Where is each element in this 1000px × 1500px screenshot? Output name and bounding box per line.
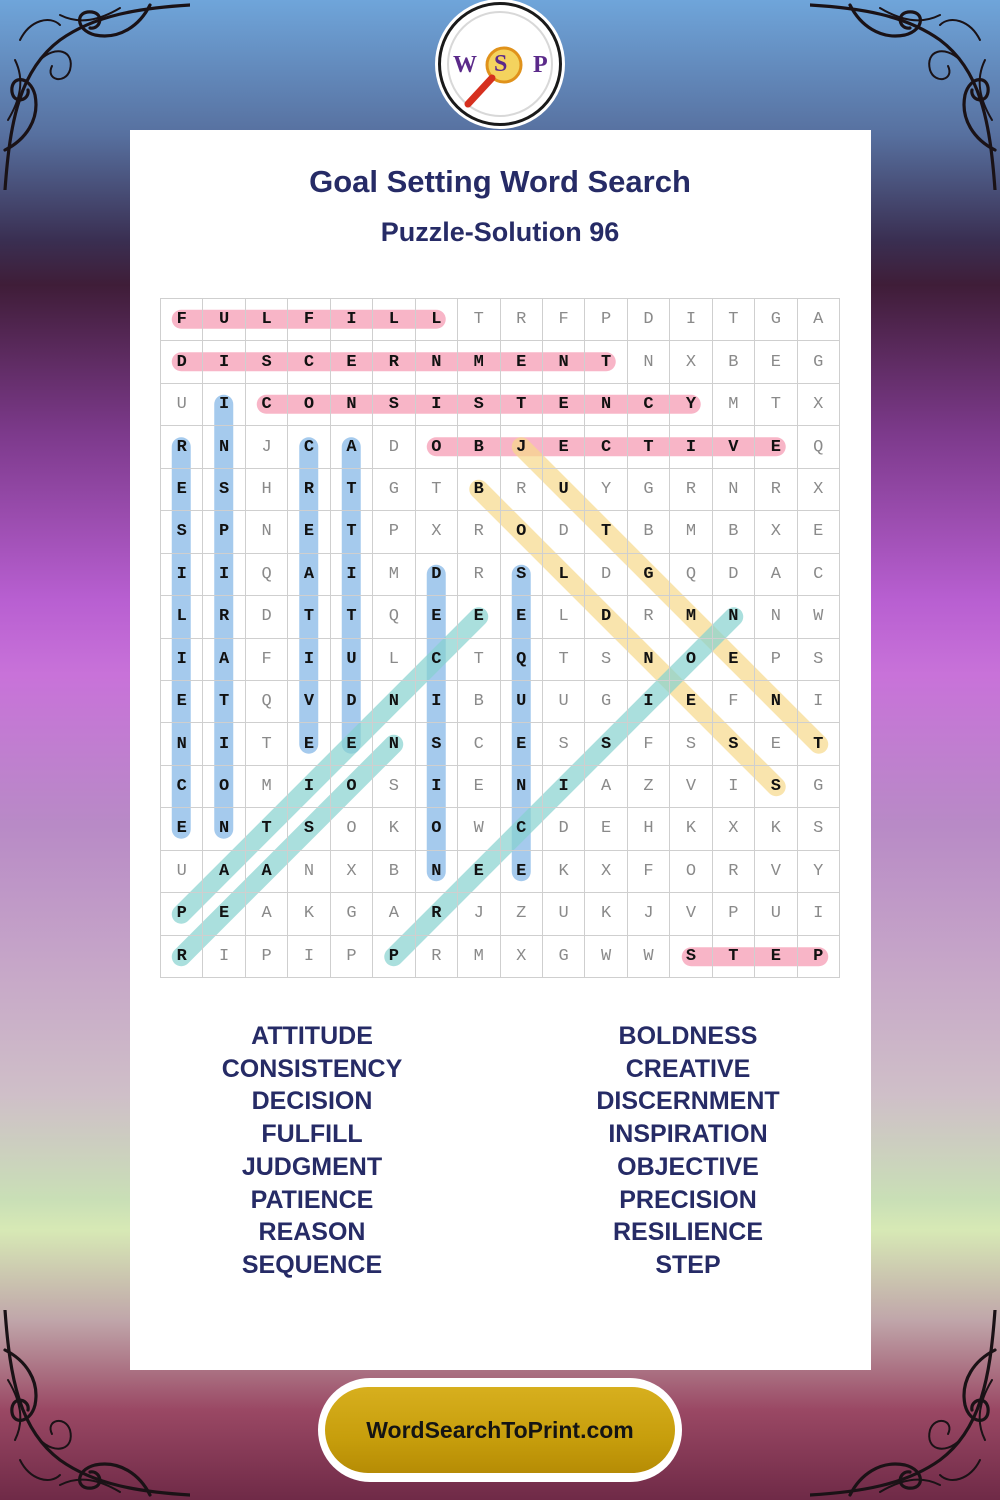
logo-letter-w: W bbox=[453, 52, 477, 78]
grid-cell[interactable]: C bbox=[501, 808, 543, 850]
grid-cell[interactable]: R bbox=[288, 469, 330, 511]
grid-cell[interactable]: I bbox=[331, 299, 373, 341]
grid-cell[interactable]: I bbox=[331, 554, 373, 596]
grid-cell[interactable]: R bbox=[501, 299, 543, 341]
grid-cell[interactable]: E bbox=[585, 808, 627, 850]
grid-cell[interactable]: P bbox=[203, 511, 245, 553]
grid-cell[interactable]: P bbox=[331, 936, 373, 978]
grid-cell[interactable]: S bbox=[161, 511, 203, 553]
grid-cell[interactable]: S bbox=[373, 766, 415, 808]
grid-cell[interactable]: R bbox=[713, 851, 755, 893]
grid-cell[interactable]: Z bbox=[501, 893, 543, 935]
grid-cell[interactable]: G bbox=[798, 766, 840, 808]
grid-cell[interactable]: I bbox=[203, 554, 245, 596]
page-subtitle: Puzzle-Solution 96 bbox=[380, 217, 620, 247]
word-item: CREATIVE bbox=[625, 1054, 751, 1083]
grid-cell[interactable]: E bbox=[543, 384, 585, 426]
grid-cell[interactable]: R bbox=[458, 554, 500, 596]
grid-cell[interactable]: N bbox=[713, 596, 755, 638]
grid-cell[interactable]: V bbox=[755, 851, 797, 893]
grid-cell[interactable]: T bbox=[713, 299, 755, 341]
grid-cell[interactable]: P bbox=[373, 511, 415, 553]
wsp-logo bbox=[438, 2, 562, 126]
grid-cell[interactable]: I bbox=[543, 766, 585, 808]
grid-cell[interactable]: T bbox=[628, 426, 670, 468]
grid-cell[interactable]: S bbox=[755, 766, 797, 808]
word-item: SEQUENCE bbox=[241, 1250, 383, 1279]
word-item: DISCERNMENT bbox=[596, 1087, 780, 1116]
grid-cell[interactable]: P bbox=[246, 936, 288, 978]
word-item: PATIENCE bbox=[250, 1185, 374, 1214]
grid-cell[interactable]: N bbox=[628, 639, 670, 681]
grid-cell[interactable]: H bbox=[628, 808, 670, 850]
grid-cell[interactable]: N bbox=[543, 341, 585, 383]
grid-cell[interactable]: I bbox=[416, 384, 458, 426]
grid-cell[interactable]: A bbox=[798, 299, 840, 341]
grid-cell[interactable]: N bbox=[755, 681, 797, 723]
grid-cell[interactable]: X bbox=[798, 384, 840, 426]
grid-cell[interactable]: I bbox=[161, 639, 203, 681]
grid-cell[interactable]: J bbox=[628, 893, 670, 935]
grid-cell[interactable]: I bbox=[203, 723, 245, 765]
grid-cell[interactable]: G bbox=[543, 936, 585, 978]
grid-cell[interactable]: J bbox=[458, 893, 500, 935]
grid-cell[interactable]: I bbox=[203, 384, 245, 426]
grid-cell[interactable]: R bbox=[373, 341, 415, 383]
grid-cell[interactable]: N bbox=[713, 469, 755, 511]
logo-letter-p: P bbox=[533, 52, 548, 78]
grid-cell[interactable]: I bbox=[713, 766, 755, 808]
grid-cell[interactable]: E bbox=[755, 723, 797, 765]
grid-cell[interactable]: T bbox=[288, 596, 330, 638]
grid-cell[interactable]: M bbox=[670, 596, 712, 638]
grid-cell[interactable]: B bbox=[713, 341, 755, 383]
grid-cell[interactable]: R bbox=[416, 893, 458, 935]
grid-cell[interactable]: P bbox=[373, 936, 415, 978]
grid-cell[interactable]: I bbox=[670, 299, 712, 341]
grid-cell[interactable]: Q bbox=[373, 596, 415, 638]
grid-cell[interactable]: G bbox=[755, 299, 797, 341]
grid-cell[interactable]: R bbox=[670, 469, 712, 511]
grid-cell[interactable]: W bbox=[458, 808, 500, 850]
grid-cell[interactable]: N bbox=[161, 723, 203, 765]
grid-cell[interactable]: E bbox=[755, 936, 797, 978]
grid-cell[interactable]: Q bbox=[670, 554, 712, 596]
grid-cell[interactable]: I bbox=[288, 766, 330, 808]
grid-cell[interactable]: S bbox=[246, 341, 288, 383]
grid-cell[interactable]: N bbox=[246, 511, 288, 553]
grid-cell[interactable]: E bbox=[331, 723, 373, 765]
grid-cell[interactable]: T bbox=[458, 299, 500, 341]
grid-cell[interactable]: X bbox=[331, 851, 373, 893]
grid-cell[interactable]: K bbox=[288, 893, 330, 935]
site-link-label[interactable]: WordSearchToPrint.com bbox=[325, 1387, 675, 1473]
grid-cell[interactable]: Q bbox=[501, 639, 543, 681]
grid-cell[interactable]: T bbox=[203, 681, 245, 723]
grid-cell[interactable]: E bbox=[543, 426, 585, 468]
grid-cell[interactable]: C bbox=[628, 384, 670, 426]
word-item: REASON bbox=[258, 1218, 366, 1247]
grid-cell[interactable]: T bbox=[246, 808, 288, 850]
grid-cell[interactable]: I bbox=[161, 554, 203, 596]
grid-cell[interactable]: I bbox=[416, 681, 458, 723]
grid-cell[interactable]: C bbox=[288, 341, 330, 383]
logo-letter-s: S bbox=[494, 51, 508, 77]
word-item: PRECISION bbox=[619, 1185, 757, 1214]
grid-cell[interactable]: D bbox=[331, 681, 373, 723]
grid-cell[interactable]: Y bbox=[670, 384, 712, 426]
grid-cell[interactable]: N bbox=[755, 596, 797, 638]
grid-cell[interactable]: N bbox=[501, 766, 543, 808]
grid-cell[interactable]: V bbox=[670, 766, 712, 808]
grid-cell[interactable]: E bbox=[458, 766, 500, 808]
grid-cell[interactable]: T bbox=[501, 384, 543, 426]
word-item: FULFILL bbox=[261, 1120, 363, 1149]
grid-cell[interactable]: W bbox=[585, 936, 627, 978]
grid-cell[interactable]: X bbox=[670, 341, 712, 383]
grid-cell[interactable]: U bbox=[543, 893, 585, 935]
grid-cell[interactable]: L bbox=[246, 299, 288, 341]
grid-cell[interactable]: F bbox=[246, 639, 288, 681]
grid-cell[interactable]: E bbox=[161, 808, 203, 850]
grid-cell[interactable]: V bbox=[670, 893, 712, 935]
grid-cell[interactable]: Q bbox=[246, 554, 288, 596]
grid-cell[interactable]: E bbox=[755, 341, 797, 383]
grid-cell[interactable]: E bbox=[161, 681, 203, 723]
grid-cell[interactable]: I bbox=[628, 681, 670, 723]
grid-cell[interactable]: E bbox=[501, 596, 543, 638]
grid-cell[interactable]: P bbox=[755, 639, 797, 681]
grid-cell[interactable]: A bbox=[288, 554, 330, 596]
grid-cell[interactable]: P bbox=[585, 299, 627, 341]
grid-cell[interactable]: D bbox=[713, 554, 755, 596]
grid-cell[interactable]: P bbox=[161, 893, 203, 935]
grid-cell[interactable]: D bbox=[246, 596, 288, 638]
word-item: DECISION bbox=[251, 1087, 373, 1116]
grid-cell[interactable]: G bbox=[373, 469, 415, 511]
grid-cell[interactable]: F bbox=[161, 299, 203, 341]
grid-cell[interactable]: S bbox=[501, 554, 543, 596]
grid-cell[interactable]: N bbox=[203, 426, 245, 468]
grid-cell[interactable]: E bbox=[458, 851, 500, 893]
grid-cell[interactable]: Q bbox=[798, 426, 840, 468]
grid-cell[interactable]: E bbox=[755, 426, 797, 468]
grid-cell[interactable]: R bbox=[161, 426, 203, 468]
grid-cell[interactable]: R bbox=[161, 936, 203, 978]
grid-cell[interactable]: T bbox=[713, 936, 755, 978]
grid-cell[interactable]: R bbox=[501, 469, 543, 511]
grid-cell[interactable]: A bbox=[755, 554, 797, 596]
grid-cell[interactable]: F bbox=[628, 723, 670, 765]
grid-cell[interactable]: B bbox=[458, 681, 500, 723]
grid-cell[interactable]: D bbox=[628, 299, 670, 341]
grid-cell[interactable]: D bbox=[543, 511, 585, 553]
grid-cell[interactable]: I bbox=[798, 681, 840, 723]
grid-cell[interactable]: N bbox=[628, 341, 670, 383]
page-title: Goal Setting Word Search bbox=[309, 164, 691, 199]
grid-cell[interactable]: O bbox=[288, 384, 330, 426]
grid-cell[interactable]: O bbox=[416, 426, 458, 468]
grid-cell[interactable]: T bbox=[458, 639, 500, 681]
grid-cell[interactable]: B bbox=[373, 851, 415, 893]
grid-cell[interactable]: U bbox=[203, 299, 245, 341]
grid-cell[interactable]: Q bbox=[246, 681, 288, 723]
grid-cell[interactable]: N bbox=[331, 384, 373, 426]
grid-cell[interactable]: D bbox=[416, 554, 458, 596]
grid-cell[interactable]: B bbox=[458, 426, 500, 468]
grid-cell[interactable]: E bbox=[288, 511, 330, 553]
grid-cell[interactable]: O bbox=[203, 766, 245, 808]
grid-cell[interactable]: X bbox=[501, 936, 543, 978]
grid-cell[interactable]: L bbox=[416, 299, 458, 341]
grid-cell[interactable]: T bbox=[331, 469, 373, 511]
grid-cell[interactable]: E bbox=[501, 851, 543, 893]
grid-cell[interactable]: A bbox=[203, 851, 245, 893]
grid-cell[interactable]: E bbox=[288, 723, 330, 765]
grid-cell[interactable]: N bbox=[373, 723, 415, 765]
grid-cell[interactable]: S bbox=[373, 384, 415, 426]
grid-cell[interactable]: N bbox=[373, 681, 415, 723]
grid-cell[interactable]: S bbox=[670, 723, 712, 765]
grid-cell[interactable]: O bbox=[670, 639, 712, 681]
grid-cell[interactable]: C bbox=[288, 426, 330, 468]
grid-cell[interactable]: O bbox=[416, 808, 458, 850]
grid-cell[interactable]: R bbox=[628, 596, 670, 638]
grid-cell[interactable]: I bbox=[288, 639, 330, 681]
grid-cell[interactable]: A bbox=[203, 639, 245, 681]
grid-cell[interactable]: A bbox=[373, 893, 415, 935]
grid-cell[interactable]: F bbox=[288, 299, 330, 341]
grid-cell[interactable]: A bbox=[331, 426, 373, 468]
grid-cell[interactable]: E bbox=[798, 511, 840, 553]
grid-cell[interactable]: T bbox=[416, 469, 458, 511]
grid-cell[interactable]: U bbox=[501, 681, 543, 723]
grid-cell[interactable]: P bbox=[713, 893, 755, 935]
grid-cell[interactable]: H bbox=[246, 469, 288, 511]
word-item: STEP bbox=[655, 1250, 721, 1279]
grid-cell[interactable]: N bbox=[416, 851, 458, 893]
grid-cell[interactable]: T bbox=[755, 384, 797, 426]
grid-cell[interactable]: F bbox=[628, 851, 670, 893]
grid-cell[interactable]: B bbox=[713, 511, 755, 553]
word-item: INSPIRATION bbox=[608, 1120, 768, 1149]
grid-cell[interactable]: A bbox=[246, 893, 288, 935]
grid-cell[interactable]: S bbox=[203, 469, 245, 511]
grid-cell[interactable]: G bbox=[331, 893, 373, 935]
grid-cell[interactable]: L bbox=[373, 299, 415, 341]
grid-cell[interactable]: C bbox=[798, 554, 840, 596]
grid-cell[interactable]: I bbox=[288, 936, 330, 978]
grid-cell[interactable]: T bbox=[585, 511, 627, 553]
grid-cell[interactable]: L bbox=[543, 596, 585, 638]
grid-cell[interactable]: N bbox=[585, 384, 627, 426]
grid-cell[interactable]: U bbox=[543, 469, 585, 511]
grid-cell[interactable]: I bbox=[798, 893, 840, 935]
grid-cell[interactable]: A bbox=[585, 766, 627, 808]
grid-cell[interactable]: M bbox=[373, 554, 415, 596]
grid-cell[interactable]: G bbox=[798, 341, 840, 383]
grid-cell[interactable]: S bbox=[416, 723, 458, 765]
grid-cell[interactable]: O bbox=[501, 511, 543, 553]
grid-cell[interactable]: S bbox=[585, 639, 627, 681]
grid-cell[interactable]: T bbox=[331, 596, 373, 638]
grid-cell[interactable]: F bbox=[543, 299, 585, 341]
grid-cell[interactable]: C bbox=[161, 766, 203, 808]
grid-cell[interactable]: K bbox=[585, 893, 627, 935]
grid-cell[interactable]: I bbox=[203, 936, 245, 978]
word-item: RESILIENCE bbox=[612, 1218, 764, 1247]
grid-cell[interactable]: C bbox=[458, 723, 500, 765]
grid-cell[interactable]: B bbox=[458, 469, 500, 511]
grid-cell[interactable]: E bbox=[416, 596, 458, 638]
grid-cell[interactable]: G bbox=[628, 554, 670, 596]
grid-cell[interactable]: N bbox=[203, 808, 245, 850]
grid-cell[interactable]: N bbox=[288, 851, 330, 893]
grid-cell[interactable]: L bbox=[543, 554, 585, 596]
grid-cell[interactable]: E bbox=[458, 596, 500, 638]
grid-cell[interactable]: T bbox=[543, 639, 585, 681]
grid-cell[interactable]: J bbox=[246, 426, 288, 468]
grid-cell[interactable]: J bbox=[501, 426, 543, 468]
grid-cell[interactable]: K bbox=[373, 808, 415, 850]
grid-cell[interactable]: U bbox=[543, 681, 585, 723]
grid-cell[interactable]: C bbox=[585, 426, 627, 468]
grid-cell[interactable]: L bbox=[161, 596, 203, 638]
grid-cell[interactable]: W bbox=[798, 596, 840, 638]
grid-cell[interactable]: D bbox=[373, 426, 415, 468]
grid-cell[interactable]: M bbox=[246, 766, 288, 808]
grid-cell[interactable]: O bbox=[331, 766, 373, 808]
grid-cell[interactable]: C bbox=[416, 639, 458, 681]
word-item: BOLDNESS bbox=[618, 1022, 758, 1050]
grid-cell[interactable]: K bbox=[543, 851, 585, 893]
grid-cell[interactable]: R bbox=[416, 936, 458, 978]
grid-cell[interactable]: G bbox=[585, 681, 627, 723]
word-list-right bbox=[500, 1020, 876, 1282]
grid-cell[interactable]: R bbox=[755, 469, 797, 511]
grid-cell[interactable]: S bbox=[798, 808, 840, 850]
grid-cell[interactable]: X bbox=[798, 469, 840, 511]
grid-cell[interactable]: O bbox=[670, 851, 712, 893]
grid-cell[interactable]: E bbox=[331, 341, 373, 383]
grid-cell[interactable]: U bbox=[161, 851, 203, 893]
grid-cell[interactable]: E bbox=[161, 469, 203, 511]
grid-cell[interactable]: I bbox=[416, 766, 458, 808]
grid-cell[interactable]: K bbox=[670, 808, 712, 850]
word-item: JUDGMENT bbox=[241, 1152, 383, 1181]
grid-cell[interactable]: C bbox=[246, 384, 288, 426]
grid-cell[interactable]: G bbox=[628, 469, 670, 511]
grid-cell[interactable]: U bbox=[161, 384, 203, 426]
grid-cell[interactable]: Z bbox=[628, 766, 670, 808]
word-item: OBJECTIVE bbox=[617, 1152, 759, 1181]
word-item: CONSISTENCY bbox=[221, 1054, 403, 1083]
grid-cell[interactable]: E bbox=[670, 681, 712, 723]
grid-cell[interactable]: U bbox=[331, 639, 373, 681]
grid-cell[interactable]: E bbox=[203, 893, 245, 935]
grid-cell[interactable]: I bbox=[203, 341, 245, 383]
grid-cell[interactable]: X bbox=[585, 851, 627, 893]
grid-cell[interactable]: B bbox=[628, 511, 670, 553]
grid-cell[interactable]: D bbox=[161, 341, 203, 383]
grid-cell[interactable]: A bbox=[246, 851, 288, 893]
grid-cell[interactable]: S bbox=[458, 384, 500, 426]
grid-cell[interactable]: X bbox=[713, 808, 755, 850]
grid-cell[interactable]: N bbox=[416, 341, 458, 383]
grid-cell[interactable]: T bbox=[246, 723, 288, 765]
grid-cell[interactable]: F bbox=[713, 681, 755, 723]
grid-cell[interactable]: D bbox=[585, 596, 627, 638]
grid-cell[interactable]: K bbox=[755, 808, 797, 850]
grid-cell[interactable]: T bbox=[798, 723, 840, 765]
grid-cell[interactable]: M bbox=[713, 384, 755, 426]
grid-cell[interactable]: S bbox=[713, 723, 755, 765]
grid-cell[interactable]: E bbox=[713, 639, 755, 681]
grid-cell[interactable]: M bbox=[458, 341, 500, 383]
word-search-grid bbox=[160, 298, 840, 978]
grid-cell[interactable]: Y bbox=[798, 851, 840, 893]
grid-cell[interactable]: P bbox=[798, 936, 840, 978]
grid-cell[interactable]: E bbox=[501, 341, 543, 383]
grid-cell[interactable]: U bbox=[755, 893, 797, 935]
grid-cell[interactable]: E bbox=[501, 723, 543, 765]
word-list-left bbox=[124, 1020, 500, 1282]
grid-cell[interactable]: S bbox=[798, 639, 840, 681]
grid-cell[interactable]: I bbox=[670, 426, 712, 468]
grid-cell[interactable]: W bbox=[628, 936, 670, 978]
grid-cell[interactable]: T bbox=[331, 511, 373, 553]
grid-cell[interactable]: V bbox=[288, 681, 330, 723]
grid-cell[interactable]: R bbox=[458, 511, 500, 553]
grid-cell[interactable]: R bbox=[203, 596, 245, 638]
grid-cell[interactable]: T bbox=[585, 341, 627, 383]
grid-cell[interactable]: D bbox=[585, 554, 627, 596]
grid-cell[interactable]: L bbox=[373, 639, 415, 681]
grid-cell[interactable]: X bbox=[755, 511, 797, 553]
grid-cell[interactable]: S bbox=[670, 936, 712, 978]
grid-cell[interactable]: Y bbox=[585, 469, 627, 511]
grid-cell[interactable]: D bbox=[543, 808, 585, 850]
grid-cell[interactable]: V bbox=[713, 426, 755, 468]
grid-cell[interactable]: S bbox=[288, 808, 330, 850]
grid-cell[interactable]: M bbox=[670, 511, 712, 553]
grid-cell[interactable]: S bbox=[543, 723, 585, 765]
grid-cell[interactable]: M bbox=[458, 936, 500, 978]
grid-cell[interactable]: S bbox=[585, 723, 627, 765]
word-item: ATTITUDE bbox=[251, 1022, 373, 1050]
site-link-button[interactable] bbox=[318, 1378, 682, 1482]
grid-cell[interactable]: X bbox=[416, 511, 458, 553]
grid-cell[interactable]: O bbox=[331, 808, 373, 850]
